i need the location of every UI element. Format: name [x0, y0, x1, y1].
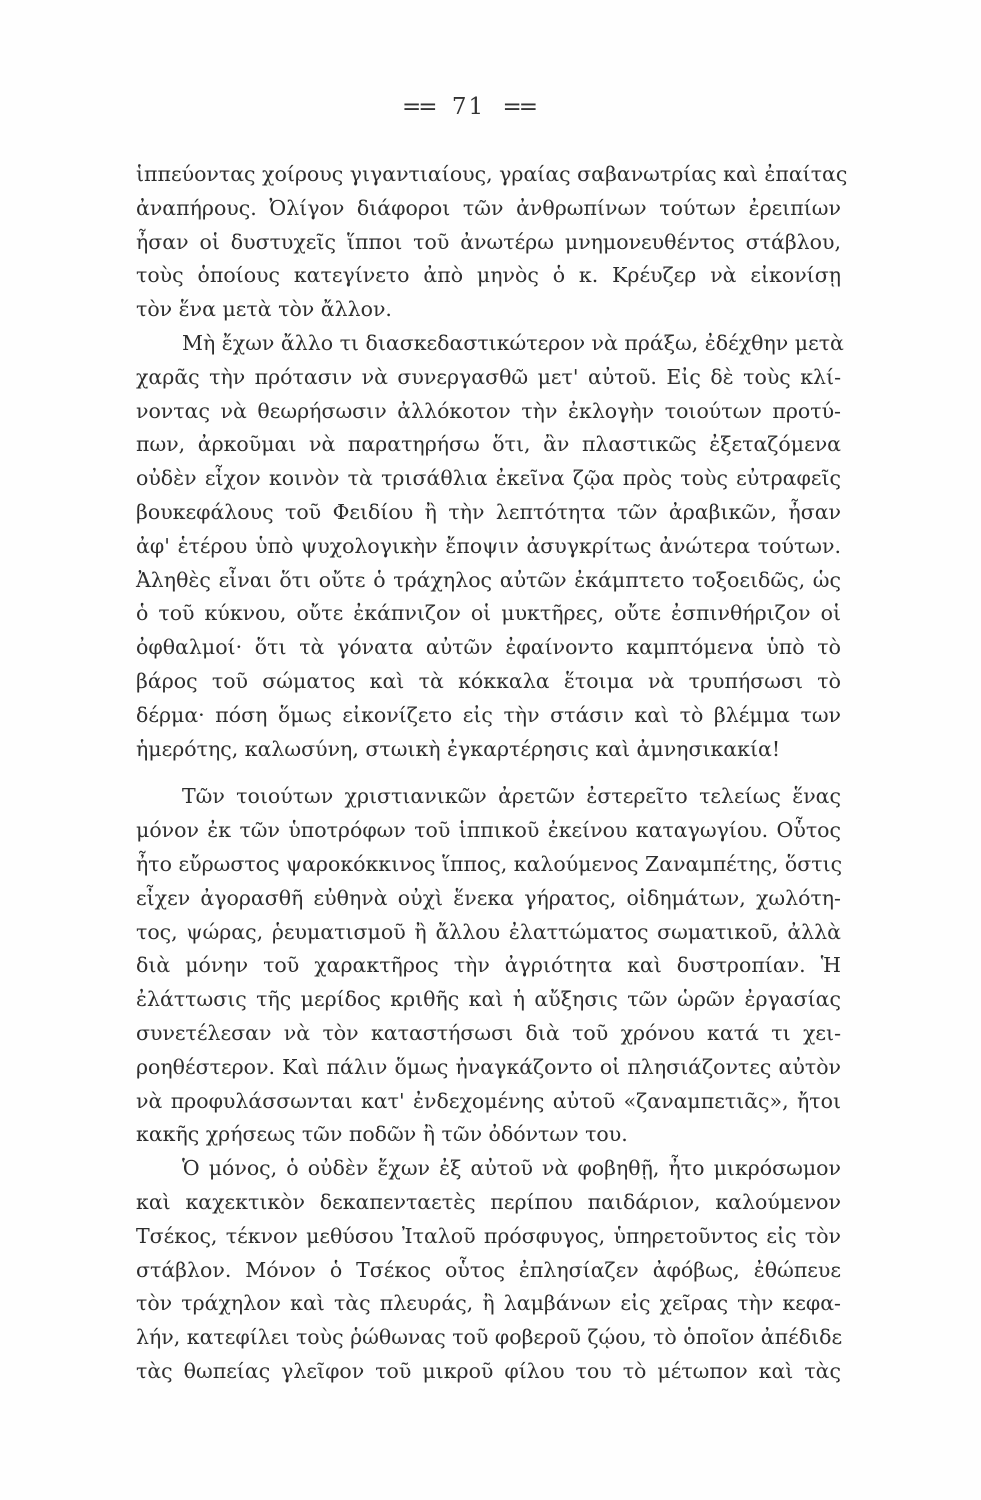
- text-line: Τῶν τοιούτων χριστιανικῶν ἀρετῶν ἐστερεῖτο τελείως ἕνας: [182, 784, 841, 809]
- text-line: ἡμερότης, καλωσύνη, στωικὴ ἐγκαρτέρησις καὶ ἀμνησικακία!: [136, 736, 781, 761]
- text-line: ἐλάττωσις τῆς μερίδος κριθῆς καὶ ἡ αὔξησις τῶν ὡρῶν ἐργασίας: [136, 987, 841, 1012]
- text-line: τοὺς ὁποίους κατεγίνετο ἀπὸ μηνὸς ὁ κ. Κρέυζερ νὰ εἰκονίσῃ: [136, 263, 841, 288]
- text-line: ἀφ' ἑτέρου ὑπὸ ψυχολογικὴν ἔποψιν ἀσυγκρίτως ἀνώτερα τούτων.: [136, 533, 841, 558]
- text-line: τὸν ἕνα μετὰ τὸν ἄλλον.: [136, 297, 392, 322]
- text-line: ὁ τοῦ κύκνου, οὔτε ἐκάπνιζον οἱ μυκτῆρες, οὔτε ἐσπινθήριζον οἱ: [136, 601, 841, 626]
- text-line: Ὁ μόνος, ὁ οὐδὲν ἔχων ἐξ αὐτοῦ νὰ φοβηθῇ, ἦτο μικρόσωμον: [182, 1156, 841, 1181]
- text-line: νοντας νὰ θεωρήσωσιν ἀλλόκοτον τὴν ἐκλογὴν τοιούτων προτύ-: [136, 398, 841, 423]
- header-rule-right: ==: [502, 94, 535, 120]
- page-header: [0, 94, 937, 120]
- text-line: Μὴ ἔχων ἄλλο τι διασκεδαστικώτερον νὰ πράξω, ἐδέχθην μετὰ: [182, 330, 844, 355]
- text-line: κακῆς χρήσεως τῶν ποδῶν ἢ τῶν ὀδόντων του.: [136, 1122, 628, 1147]
- paragraph-2: [136, 327, 844, 766]
- text-line: Ἀληθὲς εἶναι ὅτι οὔτε ὁ τράχηλος αὐτῶν ἐκάμπτετο τοξοειδῶς, ὡς: [136, 567, 841, 592]
- page-number: 71: [451, 94, 486, 120]
- paragraph-4: [136, 1152, 841, 1389]
- text-line: Τσέκος, τέκνον μεθύσου Ἰταλοῦ πρόσφυγος, ὑπηρετοῦντος εἰς τὸν: [136, 1223, 841, 1248]
- paragraph-spacer: [136, 766, 841, 780]
- text-line: νὰ προφυλάσσωνται κατ' ἐνδεχομένης αὐτοῦ «ζαναμπετιᾶς», ἤτοι: [136, 1088, 841, 1113]
- text-line: τὸν τράχηλον καὶ τὰς πλευράς, ἢ λαμβάνων εἰς χεῖρας τὴν κεφα-: [136, 1291, 841, 1316]
- text-line: χαρᾶς τὴν πρότασιν νὰ συνεργασθῶ μετ' αὐτοῦ. Εἰς δὲ τοὺς κλί-: [136, 364, 841, 389]
- text-line: ἦτο εὔρωστος ψαροκόκκινος ἵππος, καλούμενος Ζαναμπέτης, ὅστις: [136, 851, 843, 876]
- text-line: στάβλον. Μόνον ὁ Τσέκος οὗτος ἐπλησίαζεν ἀφόβως, ἐθώπευε: [136, 1257, 841, 1282]
- text-line: οὐδὲν εἶχον κοινὸν τὰ τρισάθλια ἐκεῖνα ζῷα πρὸς τοὺς εὐτραφεῖς: [136, 466, 841, 491]
- text-line: πων, ἀρκοῦμαι νὰ παρατηρήσω ὅτι, ἂν πλαστικῶς ἐξεταζόμενα: [136, 432, 841, 457]
- paragraph-1: [136, 158, 848, 327]
- text-line: συνετέλεσαν νὰ τὸν καταστήσωσι διὰ τοῦ χρόνου κατά τι χει-: [136, 1020, 841, 1045]
- text-line: μόνον ἐκ τῶν ὑποτρόφων τοῦ ἱππικοῦ ἐκείνου καταγωγίου. Οὗτος: [136, 818, 841, 843]
- body-text: [136, 158, 848, 1389]
- text-line: ὀφθαλμοί· ὅτι τὰ γόνατα αὐτῶν ἐφαίνοντο καμπτόμενα ὑπὸ τὸ: [136, 635, 841, 660]
- text-line: δέρμα· πόση ὅμως εἰκονίζετο εἰς τὴν στάσιν καὶ τὸ βλέμμα των: [136, 702, 841, 727]
- text-line: εἶχεν ἀγορασθῆ εὐθηνὰ οὐχὶ ἕνεκα γήρατος, οἰδημάτων, χωλότη-: [136, 885, 841, 910]
- header-rule-left: ==: [402, 94, 435, 120]
- text-line: τὰς θωπείας γλεῖφον τοῦ μικροῦ φίλου του τὸ μέτωπον καὶ τὰς: [136, 1358, 841, 1383]
- text-line: βάρος τοῦ σώματος καὶ τὰ κόκκαλα ἕτοιμα νὰ τρυπήσωσι τὸ: [136, 668, 841, 693]
- text-line: βουκεφάλους τοῦ Φειδίου ἢ τὴν λεπτότητα τῶν ἀραβικῶν, ἦσαν: [136, 499, 841, 524]
- text-line: ἱππεύοντας χοίρους γιγαντιαίους, γραίας σαβανωτρίας καὶ ἐπαίτας: [136, 162, 848, 186]
- text-line: καὶ καχεκτικὸν δεκαπενταετὲς περίπου παιδάριον, καλούμενον: [136, 1189, 841, 1214]
- text-line: ἀναπήρους. Ὀλίγον διάφοροι τῶν ἀνθρωπίνων τούτων ἐρειπίων: [136, 195, 841, 220]
- text-line: ροηθέστερον. Καὶ πάλιν ὅμως ἠναγκάζοντο οἱ πλησιάζοντες αὐτὸν: [136, 1054, 841, 1079]
- text-line: λήν, κατεφίλει τοὺς ῥώθωνας τοῦ φοβεροῦ ζῴου, τὸ ὁποῖον ἀπέδιδε: [136, 1325, 843, 1350]
- paragraph-3: [136, 780, 841, 1152]
- text-line: διὰ μόνην τοῦ χαρακτῆρος τὴν ἀγριότητα καὶ δυστροπίαν. Ἡ: [136, 953, 841, 978]
- text-line: ἦσαν οἱ δυστυχεῖς ἵπποι τοῦ ἀνωτέρω μνημονευθέντος στάβλου,: [136, 229, 841, 254]
- text-line: τος, ψώρας, ῥευματισμοῦ ἢ ἄλλου ἐλαττώματος σωματικοῦ, ἀλλὰ: [136, 919, 841, 944]
